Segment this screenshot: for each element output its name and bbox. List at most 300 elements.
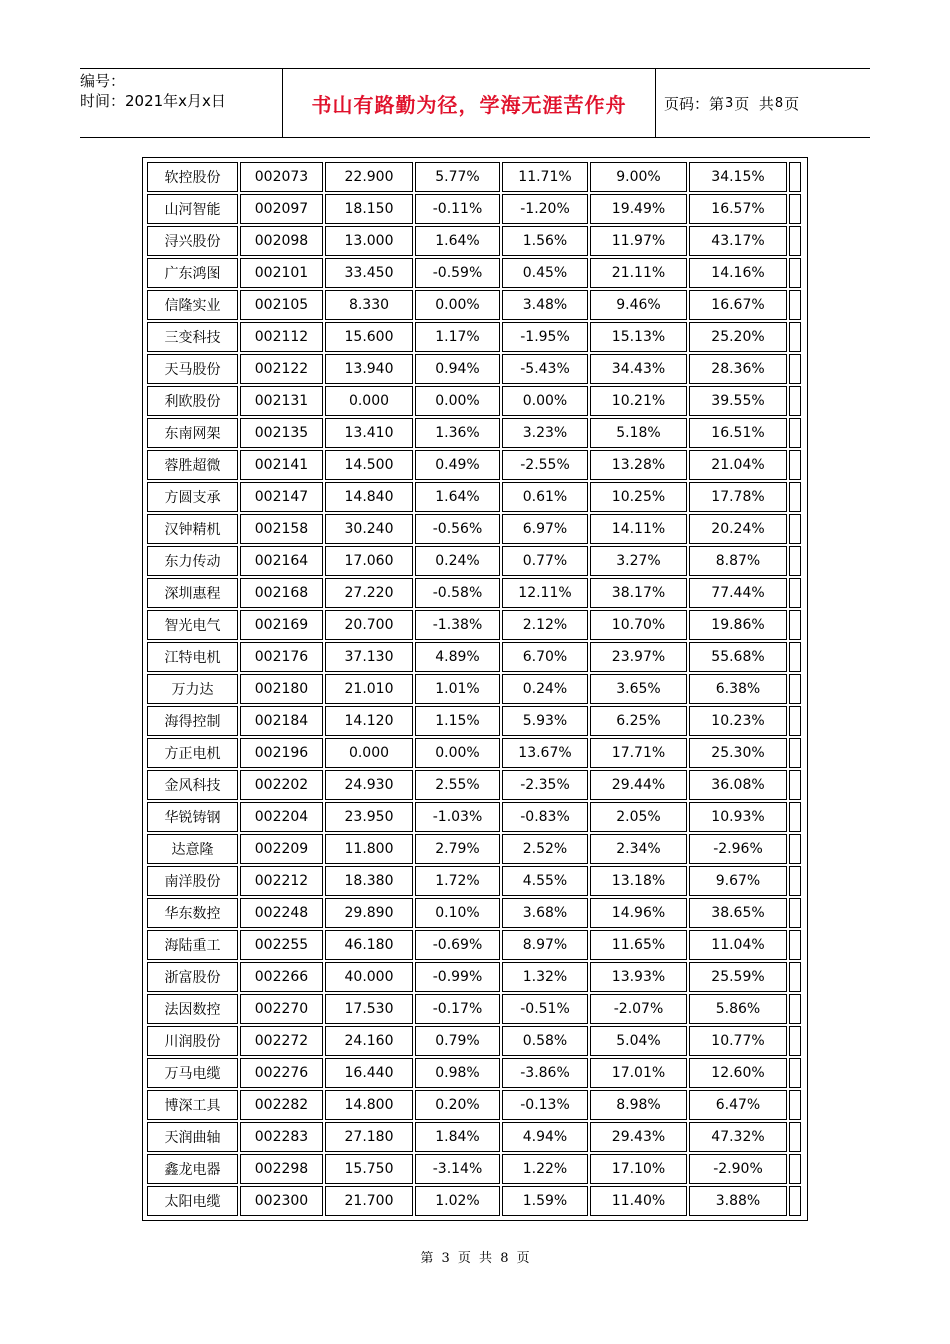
price-cell: 29.890 xyxy=(325,898,413,928)
change-3-cell: 29.44% xyxy=(590,770,687,800)
change-4-cell: 38.65% xyxy=(689,898,787,928)
table-row xyxy=(147,450,801,480)
price-cell: 15.600 xyxy=(325,322,413,352)
table-row xyxy=(147,834,801,864)
change-1-cell: -0.69% xyxy=(415,930,500,960)
change-2-cell: -0.13% xyxy=(502,1090,588,1120)
change-4-cell: 5.86% xyxy=(689,994,787,1024)
stock-code-cell: 002141 xyxy=(240,450,323,480)
change-2-cell: 0.45% xyxy=(502,258,588,288)
table-row xyxy=(147,738,801,768)
change-1-cell: 0.00% xyxy=(415,290,500,320)
change-3-cell: 11.65% xyxy=(590,930,687,960)
stock-name-cell: 博深工具 xyxy=(147,1090,238,1120)
change-2-cell: -3.86% xyxy=(502,1058,588,1088)
change-3-cell: 15.13% xyxy=(590,322,687,352)
change-3-cell: 38.17% xyxy=(590,578,687,608)
change-1-cell: 0.20% xyxy=(415,1090,500,1120)
change-4-cell: 20.24% xyxy=(689,514,787,544)
price-cell: 15.750 xyxy=(325,1154,413,1184)
price-cell: 14.120 xyxy=(325,706,413,736)
price-cell: 18.150 xyxy=(325,194,413,224)
stock-code-cell: 002131 xyxy=(240,386,323,416)
change-3-cell: 23.97% xyxy=(590,642,687,672)
stock-code-cell: 002283 xyxy=(240,1122,323,1152)
change-3-cell: 17.71% xyxy=(590,738,687,768)
price-cell: 30.240 xyxy=(325,514,413,544)
header-page-info xyxy=(656,69,870,137)
change-4-cell: 34.15% xyxy=(689,162,787,192)
change-1-cell: -0.59% xyxy=(415,258,500,288)
stock-name-cell: 万力达 xyxy=(147,674,238,704)
stock-name-cell: 信隆实业 xyxy=(147,290,238,320)
stock-name-cell: 广东鸿图 xyxy=(147,258,238,288)
price-cell: 16.440 xyxy=(325,1058,413,1088)
empty-cell xyxy=(789,834,801,864)
stock-code-cell: 002180 xyxy=(240,674,323,704)
change-2-cell: 1.22% xyxy=(502,1154,588,1184)
table-row xyxy=(147,674,801,704)
change-2-cell: 1.32% xyxy=(502,962,588,992)
price-cell: 40.000 xyxy=(325,962,413,992)
stock-code-cell: 002158 xyxy=(240,514,323,544)
change-2-cell: 3.68% xyxy=(502,898,588,928)
change-2-cell: -0.83% xyxy=(502,802,588,832)
change-1-cell: 1.72% xyxy=(415,866,500,896)
price-cell: 27.220 xyxy=(325,578,413,608)
change-1-cell: 4.89% xyxy=(415,642,500,672)
table-row xyxy=(147,226,801,256)
stock-code-cell: 002266 xyxy=(240,962,323,992)
stock-code-cell: 002276 xyxy=(240,1058,323,1088)
change-2-cell: 0.77% xyxy=(502,546,588,576)
change-4-cell: 25.30% xyxy=(689,738,787,768)
empty-cell xyxy=(789,226,801,256)
change-4-cell: -2.90% xyxy=(689,1154,787,1184)
price-cell: 23.950 xyxy=(325,802,413,832)
change-1-cell: 0.00% xyxy=(415,738,500,768)
price-cell: 46.180 xyxy=(325,930,413,960)
change-4-cell: 39.55% xyxy=(689,386,787,416)
change-1-cell: 1.64% xyxy=(415,226,500,256)
empty-cell xyxy=(789,1090,801,1120)
change-3-cell: 2.05% xyxy=(590,802,687,832)
change-1-cell: 0.10% xyxy=(415,898,500,928)
price-cell: 24.930 xyxy=(325,770,413,800)
change-4-cell: 55.68% xyxy=(689,642,787,672)
stock-code-cell: 002122 xyxy=(240,354,323,384)
empty-cell xyxy=(789,546,801,576)
stock-code-cell: 002196 xyxy=(240,738,323,768)
change-4-cell: 3.88% xyxy=(689,1186,787,1216)
empty-cell xyxy=(789,1058,801,1088)
table-row xyxy=(147,1090,801,1120)
change-2-cell: 6.97% xyxy=(502,514,588,544)
table-row xyxy=(147,1122,801,1152)
empty-cell xyxy=(789,450,801,480)
change-2-cell: 0.24% xyxy=(502,674,588,704)
change-2-cell: -1.20% xyxy=(502,194,588,224)
empty-cell xyxy=(789,258,801,288)
change-1-cell: 2.79% xyxy=(415,834,500,864)
change-4-cell: 10.93% xyxy=(689,802,787,832)
change-3-cell: 34.43% xyxy=(590,354,687,384)
stock-name-cell: 智光电气 xyxy=(147,610,238,640)
price-cell: 33.450 xyxy=(325,258,413,288)
change-2-cell: 3.23% xyxy=(502,418,588,448)
stock-name-cell: 天马股份 xyxy=(147,354,238,384)
stock-name-cell: 方圆支承 xyxy=(147,482,238,512)
stock-code-cell: 002282 xyxy=(240,1090,323,1120)
change-2-cell: 5.93% xyxy=(502,706,588,736)
stock-code-cell: 002168 xyxy=(240,578,323,608)
stock-code-cell: 002112 xyxy=(240,322,323,352)
empty-cell xyxy=(789,642,801,672)
empty-cell xyxy=(789,866,801,896)
change-4-cell: 11.04% xyxy=(689,930,787,960)
stock-name-cell: 蓉胜超微 xyxy=(147,450,238,480)
empty-cell xyxy=(789,1186,801,1216)
change-1-cell: 0.94% xyxy=(415,354,500,384)
number-label: 编号： xyxy=(80,72,126,90)
table-row xyxy=(147,930,801,960)
time-label: 时间：2021年x月x日 xyxy=(80,92,226,110)
change-2-cell: 4.55% xyxy=(502,866,588,896)
change-2-cell: -2.35% xyxy=(502,770,588,800)
stock-name-cell: 川润股份 xyxy=(147,1026,238,1056)
stock-name-cell: 金风科技 xyxy=(147,770,238,800)
change-1-cell: 1.84% xyxy=(415,1122,500,1152)
stock-name-cell: 汉钟精机 xyxy=(147,514,238,544)
stock-name-cell: 达意隆 xyxy=(147,834,238,864)
table-row xyxy=(147,546,801,576)
change-3-cell: 5.18% xyxy=(590,418,687,448)
empty-cell xyxy=(789,1122,801,1152)
stock-name-cell: 太阳电缆 xyxy=(147,1186,238,1216)
change-1-cell: -0.56% xyxy=(415,514,500,544)
change-3-cell: 10.25% xyxy=(590,482,687,512)
change-3-cell: 6.25% xyxy=(590,706,687,736)
price-cell: 21.700 xyxy=(325,1186,413,1216)
change-1-cell: -0.11% xyxy=(415,194,500,224)
stock-code-cell: 002176 xyxy=(240,642,323,672)
change-3-cell: 9.46% xyxy=(590,290,687,320)
change-2-cell: 0.58% xyxy=(502,1026,588,1056)
change-3-cell: 19.49% xyxy=(590,194,687,224)
page-current: 3 xyxy=(725,95,734,111)
page-prefix: 页码：第 xyxy=(664,94,725,113)
stock-code-cell: 002212 xyxy=(240,866,323,896)
stock-code-cell: 002101 xyxy=(240,258,323,288)
price-cell: 0.000 xyxy=(325,386,413,416)
change-2-cell: 6.70% xyxy=(502,642,588,672)
page-total: 8 xyxy=(774,95,784,111)
empty-cell xyxy=(789,994,801,1024)
table-row xyxy=(147,482,801,512)
stock-name-cell: 华东数控 xyxy=(147,898,238,928)
empty-cell xyxy=(789,1026,801,1056)
stock-code-cell: 002272 xyxy=(240,1026,323,1056)
price-cell: 27.180 xyxy=(325,1122,413,1152)
change-4-cell: 6.47% xyxy=(689,1090,787,1120)
table-row xyxy=(147,514,801,544)
empty-cell xyxy=(789,802,801,832)
stock-name-cell: 深圳惠程 xyxy=(147,578,238,608)
change-1-cell: 1.17% xyxy=(415,322,500,352)
change-4-cell: 16.51% xyxy=(689,418,787,448)
table-row xyxy=(147,258,801,288)
change-3-cell: 13.28% xyxy=(590,450,687,480)
stock-code-cell: 002097 xyxy=(240,194,323,224)
table-row xyxy=(147,290,801,320)
table-row xyxy=(147,866,801,896)
empty-cell xyxy=(789,578,801,608)
change-2-cell: 0.61% xyxy=(502,482,588,512)
stock-table xyxy=(145,160,803,1218)
change-1-cell: -0.99% xyxy=(415,962,500,992)
table-row xyxy=(147,322,801,352)
change-1-cell: -3.14% xyxy=(415,1154,500,1184)
empty-cell xyxy=(789,610,801,640)
price-cell: 8.330 xyxy=(325,290,413,320)
table-row xyxy=(147,770,801,800)
price-cell: 14.840 xyxy=(325,482,413,512)
change-1-cell: -1.38% xyxy=(415,610,500,640)
empty-cell xyxy=(789,1154,801,1184)
change-4-cell: 10.23% xyxy=(689,706,787,736)
change-3-cell: 2.34% xyxy=(590,834,687,864)
table-row xyxy=(147,706,801,736)
price-cell: 37.130 xyxy=(325,642,413,672)
change-3-cell: 21.11% xyxy=(590,258,687,288)
stock-name-cell: 华锐铸钢 xyxy=(147,802,238,832)
change-3-cell: 11.40% xyxy=(590,1186,687,1216)
change-1-cell: 5.77% xyxy=(415,162,500,192)
table-row xyxy=(147,386,801,416)
stock-name-cell: 南洋股份 xyxy=(147,866,238,896)
empty-cell xyxy=(789,706,801,736)
change-1-cell: -1.03% xyxy=(415,802,500,832)
change-2-cell: 8.97% xyxy=(502,930,588,960)
stock-table-frame xyxy=(142,157,808,1221)
empty-cell xyxy=(789,354,801,384)
stock-code-cell: 002204 xyxy=(240,802,323,832)
price-cell: 22.900 xyxy=(325,162,413,192)
stock-name-cell: 山河智能 xyxy=(147,194,238,224)
table-row xyxy=(147,194,801,224)
change-4-cell: 36.08% xyxy=(689,770,787,800)
price-cell: 24.160 xyxy=(325,1026,413,1056)
table-row xyxy=(147,418,801,448)
change-1-cell: 1.01% xyxy=(415,674,500,704)
page-middle: 页 共 xyxy=(734,94,774,113)
table-row xyxy=(147,994,801,1024)
stock-name-cell: 浙富股份 xyxy=(147,962,238,992)
change-3-cell: 17.10% xyxy=(590,1154,687,1184)
stock-code-cell: 002184 xyxy=(240,706,323,736)
price-cell: 20.700 xyxy=(325,610,413,640)
empty-cell xyxy=(789,770,801,800)
table-row xyxy=(147,1186,801,1216)
change-4-cell: 9.67% xyxy=(689,866,787,896)
stock-name-cell: 利欧股份 xyxy=(147,386,238,416)
stock-name-cell: 鑫龙电器 xyxy=(147,1154,238,1184)
change-2-cell: 2.12% xyxy=(502,610,588,640)
price-cell: 18.380 xyxy=(325,866,413,896)
price-cell: 17.530 xyxy=(325,994,413,1024)
change-1-cell: -0.17% xyxy=(415,994,500,1024)
stock-name-cell: 法因数控 xyxy=(147,994,238,1024)
price-cell: 11.800 xyxy=(325,834,413,864)
header-meta xyxy=(80,69,282,137)
change-1-cell: 0.49% xyxy=(415,450,500,480)
stock-code-cell: 002098 xyxy=(240,226,323,256)
change-4-cell: 17.78% xyxy=(689,482,787,512)
stock-name-cell: 方正电机 xyxy=(147,738,238,768)
empty-cell xyxy=(789,290,801,320)
stock-name-cell: 软控股份 xyxy=(147,162,238,192)
change-4-cell: 25.59% xyxy=(689,962,787,992)
stock-name-cell: 东力传动 xyxy=(147,546,238,576)
change-3-cell: 9.00% xyxy=(590,162,687,192)
change-4-cell: 8.87% xyxy=(689,546,787,576)
table-row xyxy=(147,162,801,192)
stock-code-cell: 002147 xyxy=(240,482,323,512)
change-2-cell: 11.71% xyxy=(502,162,588,192)
change-2-cell: 0.00% xyxy=(502,386,588,416)
price-cell: 0.000 xyxy=(325,738,413,768)
price-cell: 14.800 xyxy=(325,1090,413,1120)
price-cell: 21.010 xyxy=(325,674,413,704)
stock-code-cell: 002169 xyxy=(240,610,323,640)
empty-cell xyxy=(789,482,801,512)
stock-name-cell: 东南网架 xyxy=(147,418,238,448)
stock-code-cell: 002164 xyxy=(240,546,323,576)
stock-name-cell: 海陆重工 xyxy=(147,930,238,960)
empty-cell xyxy=(789,898,801,928)
stock-code-cell: 002300 xyxy=(240,1186,323,1216)
change-4-cell: 25.20% xyxy=(689,322,787,352)
stock-code-cell: 002202 xyxy=(240,770,323,800)
page-footer: 第 3 页 共 8 页 xyxy=(420,1251,530,1266)
price-cell: 13.000 xyxy=(325,226,413,256)
change-1-cell: 1.36% xyxy=(415,418,500,448)
stock-code-cell: 002255 xyxy=(240,930,323,960)
change-2-cell: 3.48% xyxy=(502,290,588,320)
stock-name-cell: 浔兴股份 xyxy=(147,226,238,256)
page-header xyxy=(80,68,870,138)
change-2-cell: 2.52% xyxy=(502,834,588,864)
empty-cell xyxy=(789,386,801,416)
change-2-cell: -2.55% xyxy=(502,450,588,480)
price-cell: 14.500 xyxy=(325,450,413,480)
price-cell: 13.940 xyxy=(325,354,413,384)
change-4-cell: 12.60% xyxy=(689,1058,787,1088)
price-cell: 13.410 xyxy=(325,418,413,448)
change-4-cell: 10.77% xyxy=(689,1026,787,1056)
stock-code-cell: 002248 xyxy=(240,898,323,928)
change-3-cell: 11.97% xyxy=(590,226,687,256)
empty-cell xyxy=(789,418,801,448)
table-row xyxy=(147,578,801,608)
stock-code-cell: 002105 xyxy=(240,290,323,320)
stock-name-cell: 海得控制 xyxy=(147,706,238,736)
change-1-cell: 0.98% xyxy=(415,1058,500,1088)
empty-cell xyxy=(789,930,801,960)
empty-cell xyxy=(789,674,801,704)
change-1-cell: 1.15% xyxy=(415,706,500,736)
change-2-cell: -1.95% xyxy=(502,322,588,352)
change-3-cell: 10.21% xyxy=(590,386,687,416)
stock-code-cell: 002298 xyxy=(240,1154,323,1184)
change-3-cell: 14.96% xyxy=(590,898,687,928)
change-1-cell: -0.58% xyxy=(415,578,500,608)
change-1-cell: 0.79% xyxy=(415,1026,500,1056)
stock-name-cell: 万马电缆 xyxy=(147,1058,238,1088)
change-4-cell: 77.44% xyxy=(689,578,787,608)
change-3-cell: 8.98% xyxy=(590,1090,687,1120)
page-suffix: 页 xyxy=(784,94,800,113)
change-4-cell: 28.36% xyxy=(689,354,787,384)
empty-cell xyxy=(789,162,801,192)
change-3-cell: -2.07% xyxy=(590,994,687,1024)
change-2-cell: -5.43% xyxy=(502,354,588,384)
change-3-cell: 10.70% xyxy=(590,610,687,640)
change-4-cell: 16.67% xyxy=(689,290,787,320)
change-2-cell: 13.67% xyxy=(502,738,588,768)
table-row xyxy=(147,1026,801,1056)
stock-name-cell: 天润曲轴 xyxy=(147,1122,238,1152)
empty-cell xyxy=(789,514,801,544)
stock-name-cell: 江特电机 xyxy=(147,642,238,672)
change-1-cell: 2.55% xyxy=(415,770,500,800)
change-2-cell: -0.51% xyxy=(502,994,588,1024)
change-3-cell: 29.43% xyxy=(590,1122,687,1152)
change-4-cell: 6.38% xyxy=(689,674,787,704)
empty-cell xyxy=(789,194,801,224)
table-row xyxy=(147,898,801,928)
change-4-cell: 47.32% xyxy=(689,1122,787,1152)
change-3-cell: 13.18% xyxy=(590,866,687,896)
change-3-cell: 13.93% xyxy=(590,962,687,992)
header-motto: 书山有路勤为径，学海无涯苦作舟 xyxy=(282,69,656,137)
change-1-cell: 0.00% xyxy=(415,386,500,416)
stock-code-cell: 002270 xyxy=(240,994,323,1024)
empty-cell xyxy=(789,322,801,352)
change-1-cell: 0.24% xyxy=(415,546,500,576)
change-2-cell: 1.59% xyxy=(502,1186,588,1216)
table-row xyxy=(147,1154,801,1184)
stock-name-cell: 三变科技 xyxy=(147,322,238,352)
change-2-cell: 12.11% xyxy=(502,578,588,608)
empty-cell xyxy=(789,962,801,992)
change-1-cell: 1.02% xyxy=(415,1186,500,1216)
table-row xyxy=(147,354,801,384)
table-row xyxy=(147,962,801,992)
change-4-cell: 14.16% xyxy=(689,258,787,288)
change-4-cell: 21.04% xyxy=(689,450,787,480)
change-4-cell: 16.57% xyxy=(689,194,787,224)
change-3-cell: 3.27% xyxy=(590,546,687,576)
change-4-cell: 43.17% xyxy=(689,226,787,256)
table-row xyxy=(147,610,801,640)
empty-cell xyxy=(789,738,801,768)
table-row xyxy=(147,802,801,832)
change-1-cell: 1.64% xyxy=(415,482,500,512)
change-3-cell: 14.11% xyxy=(590,514,687,544)
stock-code-cell: 002073 xyxy=(240,162,323,192)
change-3-cell: 17.01% xyxy=(590,1058,687,1088)
